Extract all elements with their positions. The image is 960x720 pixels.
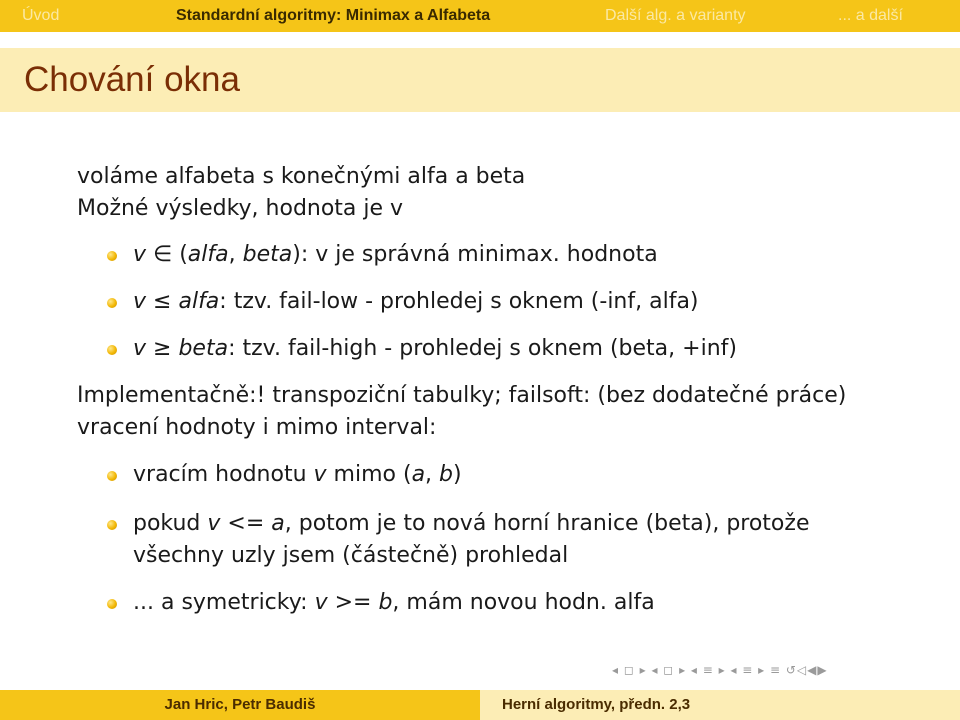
bullet-text: vracím hodnotu	[133, 462, 314, 487]
bullet-item-symmetric	[133, 588, 655, 618]
math-op: <=	[220, 511, 272, 536]
slide-title: Chování okna	[24, 60, 240, 99]
bullet-item-upper-bound-line-2: všechny uzly jsem (částečně) prohledal	[133, 543, 569, 568]
bullet-icon	[107, 599, 117, 609]
math-paren-open: (	[179, 242, 188, 267]
math-v: v	[207, 511, 221, 536]
nav-item-standard-algorithms[interactable]: Standardní algoritmy: Minimax a Alfabeta	[176, 7, 491, 24]
bullet-text: : v je správná minimax. hodnota	[300, 242, 658, 267]
nav-item-more[interactable]: ... a další	[838, 7, 903, 24]
bullet-item-upper-bound	[133, 509, 809, 539]
math-op: ≥	[153, 336, 172, 361]
math-a: a	[271, 511, 285, 536]
math-comma: ,	[228, 242, 243, 267]
math-op: ≤	[153, 289, 172, 314]
math-op: >=	[327, 590, 379, 615]
intro-line-1: voláme alfabeta s konečnými alfa a beta	[77, 164, 526, 189]
bullet-text: pokud	[133, 511, 208, 536]
bullet-item-in-window	[133, 240, 658, 270]
math-a: a	[411, 462, 426, 487]
bullet-icon	[107, 298, 117, 308]
bullet-text: mimo (	[326, 462, 412, 487]
beamer-navigation-icons[interactable]: ◂ ◻ ▸ ◂ ◻ ▸ ◂ ≡ ▸ ◂ ≡ ▸ ≡ ↺◁◀▶	[612, 663, 828, 677]
bullet-icon	[107, 471, 117, 481]
bullet-item-fail-high	[133, 334, 737, 364]
math-comma: ,	[425, 462, 440, 487]
bullet-icon	[107, 345, 117, 355]
bullet-text: , potom je to nová horní hranice (beta), protože	[284, 511, 810, 536]
implementation-line-1: Implementačně:! transpoziční tabulky; failsoft: (bez dodatečné práce)	[77, 383, 847, 408]
math-alfa: alfa	[187, 242, 229, 267]
bullet-text: : tzv. fail-low - prohledej s oknem (-inf, alfa)	[219, 289, 699, 314]
math-paren-close: )	[453, 462, 462, 487]
bullet-text: ... a symetricky:	[133, 590, 315, 615]
math-op: ∈	[153, 242, 173, 267]
math-v: v	[314, 590, 328, 615]
top-navigation-bar	[0, 0, 960, 32]
bullet-text: , mám novou hodn. alfa	[392, 590, 655, 615]
footer-course: Herní algoritmy, předn. 2,3	[480, 690, 960, 720]
math-paren-close: )	[292, 242, 301, 267]
math-beta: beta	[178, 336, 229, 361]
bullet-icon	[107, 251, 117, 261]
bullet-item-return-outside	[133, 460, 462, 490]
bullet-icon	[107, 520, 117, 530]
math-v: v	[133, 242, 147, 267]
nav-item-other-algorithms[interactable]: Další alg. a varianty	[605, 7, 746, 24]
math-v: v	[133, 336, 147, 361]
intro-line-2: Možné výsledky, hodnota je v	[77, 196, 404, 221]
slide-title-bar	[0, 48, 960, 112]
math-b: b	[439, 462, 454, 487]
implementation-line-2: vracení hodnoty i mimo interval:	[77, 415, 437, 440]
math-b: b	[378, 590, 393, 615]
bullet-item-fail-low	[133, 287, 699, 317]
math-v: v	[313, 462, 327, 487]
nav-item-uvod[interactable]: Úvod	[22, 7, 60, 24]
math-beta: beta	[242, 242, 293, 267]
math-alfa: alfa	[178, 289, 220, 314]
math-v: v	[133, 289, 147, 314]
bullet-text: : tzv. fail-high - prohledej s oknem (beta, +inf)	[228, 336, 737, 361]
footer-authors: Jan Hric, Petr Baudiš	[0, 690, 480, 720]
